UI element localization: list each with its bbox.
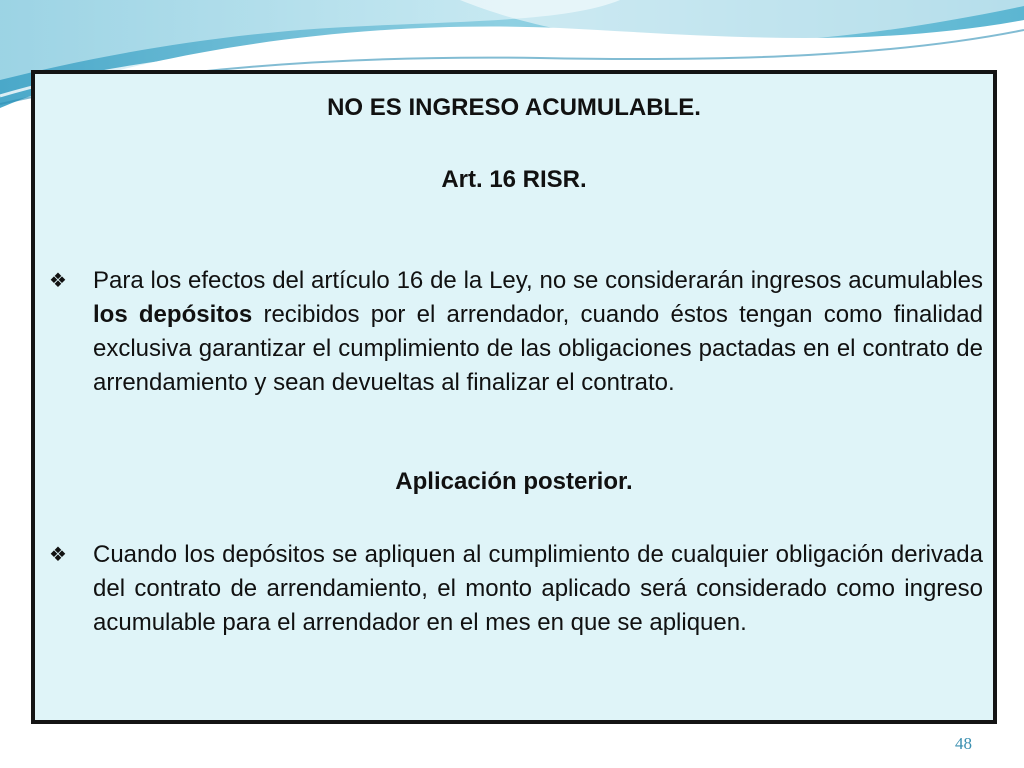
diamond-bullet-icon: ❖: [49, 544, 67, 566]
main-heading: NO ES INGRESO ACUMULABLE.: [327, 94, 701, 121]
diamond-bullet-icon: ❖: [49, 270, 67, 292]
article-heading: Art. 16 RISR.: [441, 166, 587, 193]
paragraph1-bold-term: los depósitos: [93, 301, 253, 328]
content-box: [31, 70, 997, 724]
application-heading: Aplicación posterior.: [395, 468, 633, 495]
paragraph-deposits-applied: Cuando los depósitos se apliquen al cumplimiento de cualquier obligación derivada del contrato de arrendamiento, el monto aplicado será considerado como ingreso acumulable para el arrendador en el mes en que se apliquen.: [93, 541, 983, 636]
paragraph1-text-start: Para los efectos del artículo 16 de la Ley, no se considerarán ingresos acumulables: [93, 267, 983, 294]
paragraph-deposits-not-income: [93, 264, 983, 400]
paragraph1-text-end: recibidos por el arrendador, cuando éstos tengan como finalidad exclusiva garantizar el cumplimiento de las obligaciones pactadas en el contrato de arrendamiento y sean devueltas al finalizar el contrato.: [93, 301, 984, 396]
page-number: 48: [955, 734, 972, 753]
